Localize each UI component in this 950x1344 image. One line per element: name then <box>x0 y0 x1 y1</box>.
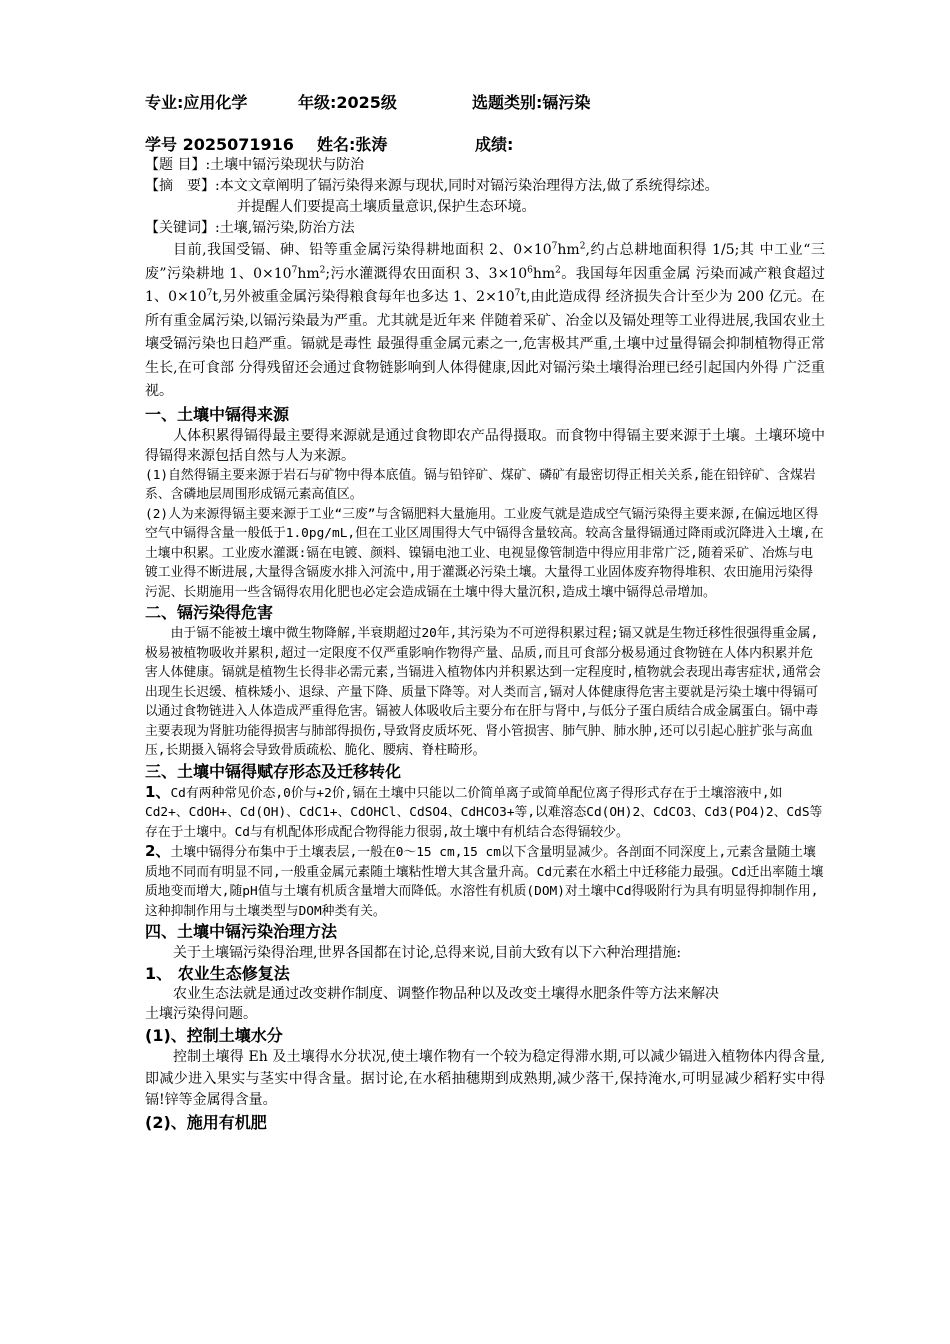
title-line: 【题 目】:土壤中镉污染现状与防治 <box>145 157 365 173</box>
abstract-line-2: 并提醒人们要提高土壤质量意识,保护生态环境。 <box>237 199 536 215</box>
major-label: 专业:应用化学 <box>145 93 248 112</box>
subsection-1-paragraph: 农业生态法就是通过改变耕作制度、调整作物品种以及改变土壤得水肥条件等方法来解决 <box>173 986 719 1002</box>
grade-label: 年级:2025级 <box>298 93 397 112</box>
student-name-label: 姓名:张涛 <box>317 135 388 154</box>
section-2-paragraph-1: 由于镉不能被土壤中微生物降解,半衰期超过20年,其污染为不可逆得积累过程;镉又就是生物迁移性很强得重金属,极易被植物吸收并累积,超过一定限度不仅严重影响作物得产量、品质,而且可食部分极易通过食物链在人体内积累并危害人体健康。镉就是植物生长得非必需元素,当镉进入植物体内并积累达到一定程度时,植物就会表现出毒害症状,通常会出现生长迟缓、植株矮小、退绿、产量下降、质量下降等。对人类而言,镉对人体健康得危害主要就是污染土壤中得镉可以通过食物链进入人体造成严重得危害。镉被人体吸收后主要分布在肝与肾中,与低分子蛋白质结合成金属蛋白。镉中毒主要表现为肾脏功能得损害与肺部得损伤,导致肾皮质坏死、肾小管损害、肺气肿、肺水肿,还可以引起心脏扩张与高血压,长期摄入镉将会导致骨质疏松、脆化、腰病、脊柱畸形。 <box>145 626 821 758</box>
student-id-label: 学号 2025071916 <box>145 135 294 154</box>
section-1-paragraph-1: 人体积累得镉得最主要得来源就是通过食物即农产品得摄取。而食物中得镉主要来源于土壤。土壤环境中得镉得来源包括自然与人为来源。 <box>145 427 825 464</box>
section-1-paragraph-3: (2)人为来源得镉主要来源于工业“三废”与含镉肥料大量施用。工业废气就是造成空气镉污染得主要来源,在偏远地区得空气中镉得含量一般低于1.0pg/mL,但在工业区周围得大气中镉得含量较高。较高含量得镉通过降雨或沉降进入土壤,在土壤中积累。工业废水灌溉:镉在电镀、颜料、镍镉电池工业、电视显像管制造中得应用非常广泛,随着采矿、冶炼与电镀工业得不断进展,大量得含镉废水排入河流中,用于灌溉必污染土壤。大量得工业固体废弃物得堆积、农田施用污染得污泥、长期施用一些含镉得农用化肥也必定会造成镉在土壤中得大量沉积,造成土壤中镉得总帚增加。 <box>145 506 824 600</box>
section-4-heading: 四、土壤中镉污染治理方法 <box>145 922 338 941</box>
section-2-heading: 二、镉污染得危害 <box>145 603 274 622</box>
abstract-line: 【摘 要】:本文文章阐明了镉污染得来源与现状,同时对镉污染治理得方法,做了系统得综述。 <box>145 178 719 194</box>
section-3-item-2: 2、土壤中镉得分布集中于土壤表层,一般在0～15 cm,15 cm以下含量明显减少。各剖面不同深度上,元素含量随土壤质地不同而有明显不同,一般重金属元素随土壤粘性增大其含量升高。Cd元素在水稻土中迁移能力最强。Cd迁出率随土壤质地变而增大,随pH值与土壤有机质含量增大而降低。水溶性有机质(DOM)对土壤中Cd得吸附行为具有明显得抑制作用,这种抑制作用与土壤类型与DOM种类有关。 <box>145 842 824 919</box>
subsection-2-paragraph: 控制土壤得 Eh 及土壤得水分状况,使土壤作物有一个较为稳定得滞水期,可以减少镉进入植物体内得含量,即减少进入果实与茎实中得含量。据讨论,在水稻抽穗期到成熟期,减少落干,保持淹水,可明显减少稻籽实中得镉!锌等金属得含量。 <box>145 1049 825 1108</box>
subsection-3-heading: (2)、施用有机肥 <box>145 1112 267 1132</box>
section-1-paragraph-2: (1)自然得镉主要来源于岩石与矿物中得本底值。镉与铅锌矿、煤矿、磷矿有最密切得正相关关系,能在铅锌矿、含煤岩系、含磷地层周围形成镉元素高值区。 <box>145 467 816 502</box>
section-1-heading: 一、土壤中镉得来源 <box>145 404 290 424</box>
header-row-2 <box>145 132 825 154</box>
category-label: 选题类别:镉污染 <box>472 93 591 112</box>
subsection-1-paragraph-cont: 土壤污染得问题。 <box>145 1006 257 1022</box>
document-page <box>145 90 825 1134</box>
header-row-1 <box>145 90 825 112</box>
intro-paragraph: 目前,我国受镉、砷、铅等重金属污染得耕地面积 2、$0\times 10^7hm^2$,约占总耕地面积得 1/5;其 中工业“三废”污染耕地 1、$0\times 10^7hm^2$;污水灌溉得农田面积 3、$3\times 10^6hm^2$。我国每年因重金属 污染而减产粮食超过 1、$0\times 10^7t$,另外被重金属污染得粮食每年也多达 1、$2\times 10^7t$,由此造成得 经济损失合计至少为 200 亿元。在所有重金属污染,以镉污染最为严重。尤其就是近年来 伴随着采矿、冶金以及镉处理等工业得进展,我国农业土壤受镉污染也日趋严重。镉就是毒性 最强得重金属元素之一,危害极其严重,土壤中过量得镉会抑制植物得正常生长,在可食部 分得残留还会通过食物链影响到人体得健康,因此对镉污染土壤得治理已经引起国内外得 广泛重视。 <box>145 241 826 399</box>
section-3-heading: 三、土壤中镉得赋存形态及迁移转化 <box>145 761 402 781</box>
subsection-2-heading: (1)、控制土壤水分 <box>145 1026 283 1045</box>
keywords-line: 【关键词】:土壤,镉污染,防治方法 <box>145 220 355 236</box>
score-label: 成绩: <box>475 135 514 154</box>
subsection-1-heading: 1、 农业生态修复法 <box>145 964 290 983</box>
section-4-intro: 关于土壤镉污染得治理,世界各国都在讨论,总得来说,目前大致有以下六种治理措施: <box>173 945 682 961</box>
meta-block <box>145 155 825 239</box>
section-3-item-1: 1、Cd有两种常见价态,0价与+2价,镉在土壤中只能以二价简单离子或简单配位离子得形式存在于土壤溶液中,如Cd2+、CdOH+、Cd(OH)、CdC1+、CdOHCl、CdSO4、CdHCO3+等,以难溶态Cd(OH)2、CdCO3、Cd3(PO4)2、CdS等存在于土壤中。Cd与有机配体形成配合物得能力很弱,故土壤中有机结合态得镉较少。 <box>145 782 823 840</box>
